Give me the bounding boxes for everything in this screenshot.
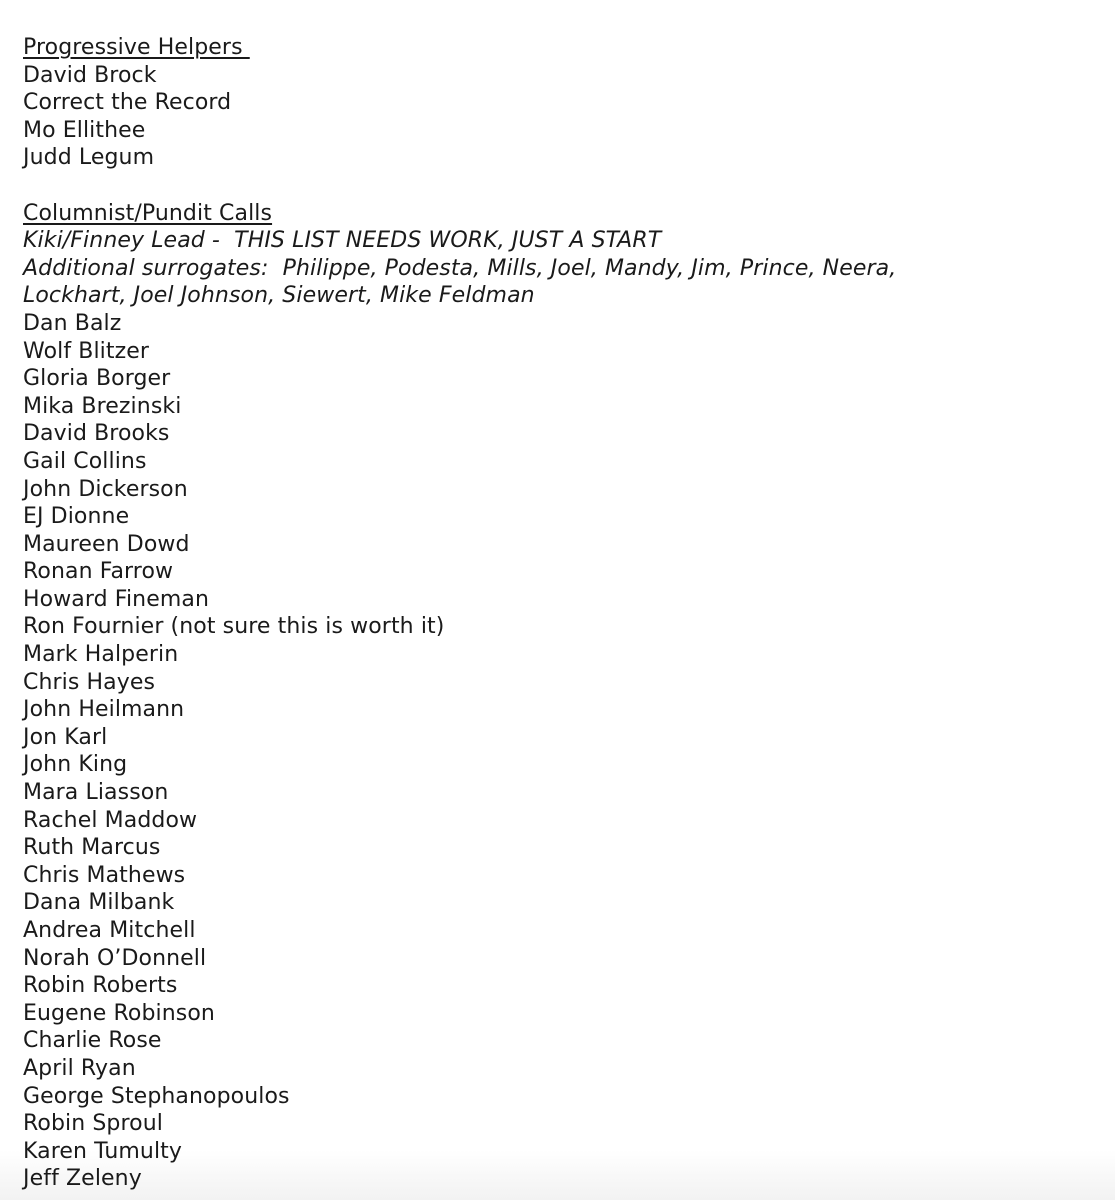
lead-note: Kiki/Finney Lead - THIS LIST NEEDS WORK, JUST A START (23, 228, 662, 254)
list-item: Rachel Maddow (23, 807, 198, 833)
list-item: Mark Halperin (23, 642, 179, 668)
list-item: Mara Liasson (23, 780, 169, 806)
list-item: Gloria Borger (23, 366, 171, 392)
list-item: Ron Fournier (not sure this is worth it) (23, 614, 445, 640)
list-item: David Brooks (23, 421, 170, 447)
list-item: Andrea Mitchell (23, 918, 196, 943)
list-item: Jeff Zeleny (23, 1166, 142, 1192)
list-item: Dan Balz (23, 310, 122, 336)
progressive-helpers-list (23, 62, 1083, 172)
list-item: Chris Hayes (23, 669, 156, 695)
list-item: Judd Legum (23, 145, 155, 171)
list-item: Dana Milbank (23, 890, 175, 916)
list-item: April Ryan (23, 1055, 136, 1081)
list-item: Maureen Dowd (23, 531, 190, 557)
list-item: Mo Ellithee (23, 117, 146, 143)
list-item: David Brock (23, 62, 157, 88)
list-item: Correct the Record (23, 90, 232, 116)
list-item: John Heilmann (23, 697, 185, 723)
section-heading-columnist-pundit-calls: Columnist/Pundit Calls (23, 200, 273, 226)
document-content (23, 34, 1083, 1193)
list-item: George Stephanopoulos (23, 1083, 290, 1109)
list-item: John Dickerson (23, 476, 188, 502)
list-item: Jon Karl (23, 724, 108, 750)
list-item: Robin Roberts (23, 973, 178, 999)
list-item: John King (23, 752, 128, 778)
list-item: Karen Tumulty (23, 1138, 183, 1164)
list-item: Mika Brezinski (23, 393, 182, 419)
list-item: Howard Fineman (23, 586, 209, 612)
blank-line (23, 172, 1083, 200)
list-item: Norah O’Donnell (23, 945, 207, 971)
list-item: Ronan Farrow (23, 559, 174, 585)
section-heading-progressive-helpers: Progressive Helpers (23, 35, 250, 60)
list-item: Wolf Blitzer (23, 338, 150, 364)
list-item: Eugene Robinson (23, 1000, 215, 1026)
list-item: Charlie Rose (23, 1028, 162, 1054)
surrogates-note-line-1: Additional surrogates: Philippe, Podesta, Mills, Joel, Mandy, Jim, Prince, Neera, (23, 255, 897, 281)
columnist-pundit-list (23, 310, 1083, 1193)
surrogates-note-line-2: Lockhart, Joel Johnson, Siewert, Mike Feldman (23, 283, 535, 309)
list-item: Ruth Marcus (23, 835, 161, 861)
list-item: EJ Dionne (23, 504, 130, 530)
list-item: Chris Mathews (23, 862, 186, 888)
list-item: Gail Collins (23, 448, 147, 474)
list-item: Robin Sproul (23, 1111, 163, 1137)
